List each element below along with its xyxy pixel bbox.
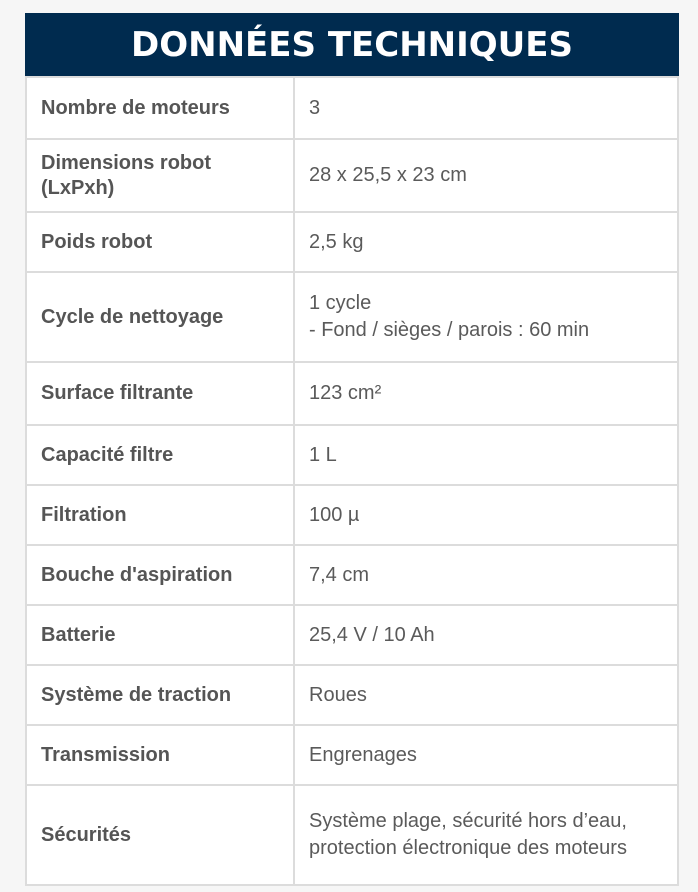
spec-value-line: 123 cm² [309, 382, 382, 404]
spec-value-line: 3 [309, 96, 321, 119]
specs-table [25, 76, 679, 886]
spec-label: Transmission [26, 725, 294, 785]
spec-label: Cycle de nettoyage [26, 272, 294, 362]
spec-label: Nombre de moteurs [26, 77, 294, 139]
spec-value [294, 665, 678, 725]
table-row [26, 139, 678, 212]
table-row [26, 425, 678, 485]
spec-value [294, 605, 678, 665]
specs-panel [25, 13, 679, 886]
spec-value [294, 545, 678, 605]
spec-value-line: Engrenages [309, 743, 417, 766]
spec-label: Surface filtrante [26, 362, 294, 425]
spec-value [294, 212, 678, 272]
spec-value [294, 725, 678, 785]
spec-label: Dimensions robot (LxPxh) [26, 139, 294, 212]
spec-value [294, 77, 678, 139]
spec-value-line: Système plage, sécurité hors d’eau, protection électronique des moteurs [309, 810, 627, 859]
spec-label: Bouche d'aspiration [26, 545, 294, 605]
table-row [26, 485, 678, 545]
spec-value [294, 139, 678, 212]
spec-value-line: 28 x 25,5 x 23 cm [309, 164, 467, 186]
table-row [26, 272, 678, 362]
spec-value [294, 785, 678, 885]
table-row [26, 785, 678, 885]
spec-value-line: 1 L [309, 443, 337, 466]
table-row [26, 362, 678, 425]
spec-label: Sécurités [26, 785, 294, 885]
spec-value [294, 362, 678, 425]
panel-title: DONNÉES TECHNIQUES [25, 13, 679, 76]
table-row [26, 545, 678, 605]
table-row [26, 725, 678, 785]
spec-value-line: Roues [309, 683, 367, 706]
table-row [26, 605, 678, 665]
spec-value-line: - Fond / sièges / parois : 60 min [309, 319, 590, 341]
table-row [26, 665, 678, 725]
spec-value-line: 2,5 kg [309, 230, 364, 253]
spec-label: Batterie [26, 605, 294, 665]
spec-label: Poids robot [26, 212, 294, 272]
spec-value [294, 425, 678, 485]
spec-value-line: 7,4 cm [309, 563, 370, 586]
spec-value [294, 272, 678, 362]
spec-label: Capacité filtre [26, 425, 294, 485]
table-row [26, 212, 678, 272]
table-row [26, 77, 678, 139]
spec-value-line: 100 µ [309, 503, 360, 526]
spec-value-line: 1 cycle [309, 292, 372, 314]
spec-label: Système de traction [26, 665, 294, 725]
spec-value-line: 25,4 V / 10 Ah [309, 623, 435, 646]
spec-value [294, 485, 678, 545]
spec-label: Filtration [26, 485, 294, 545]
